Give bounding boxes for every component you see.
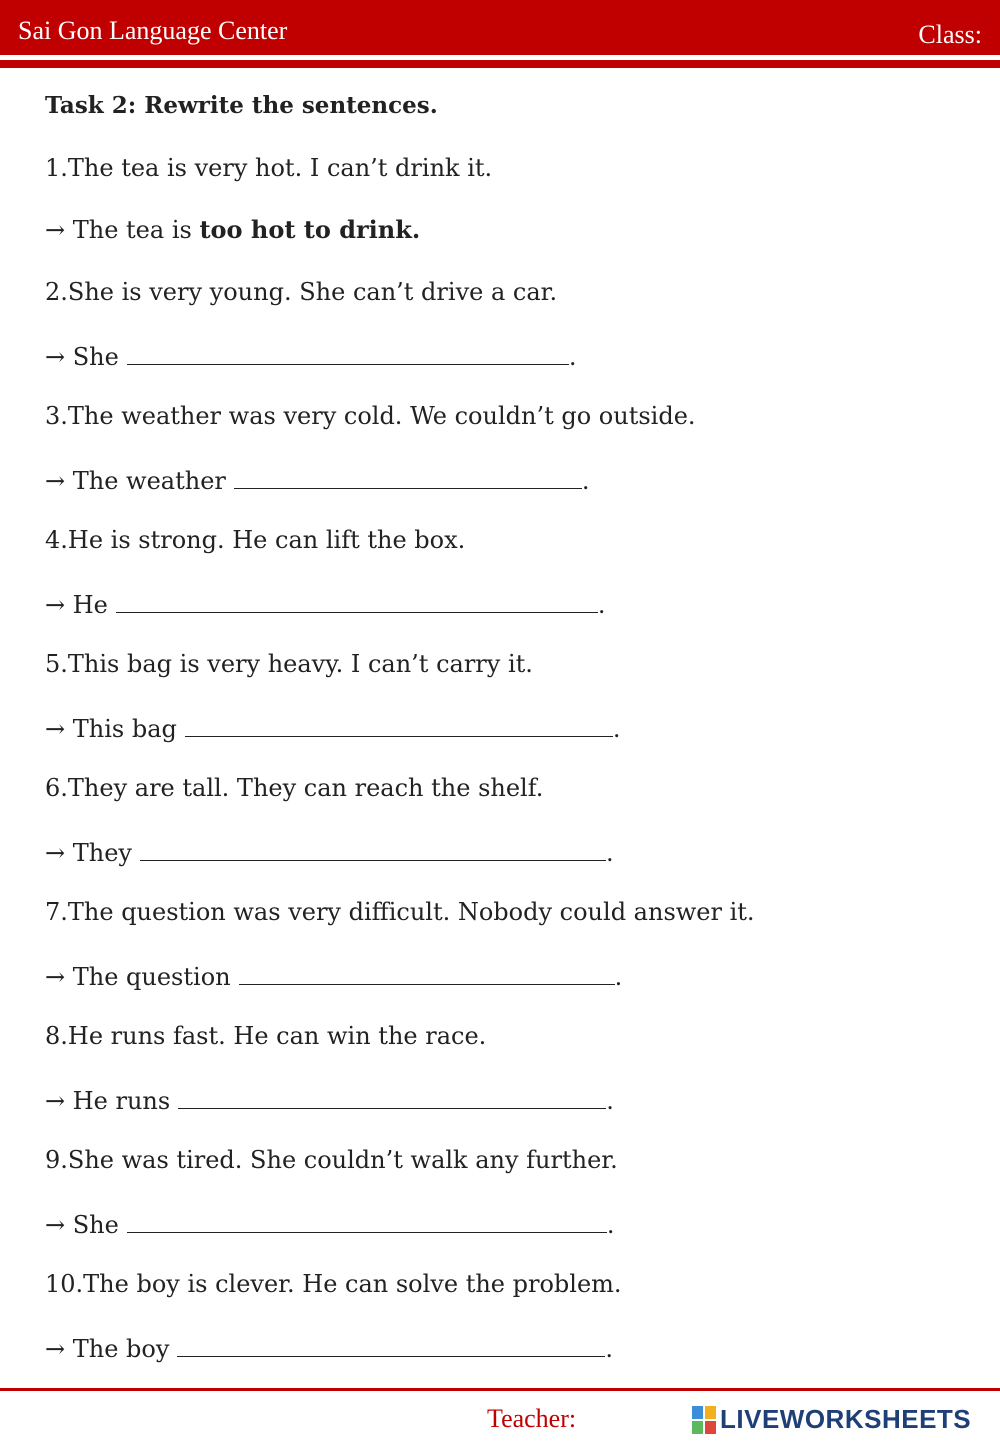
footer-divider (0, 1388, 1000, 1391)
center-name: Sai Gon Language Center (18, 16, 288, 45)
brand-logo-area (692, 1404, 971, 1435)
exercise-prompt: 1.The tea is very hot. I can’t drink it. (45, 154, 493, 182)
answer-prefix: → She (45, 1211, 119, 1239)
answer-blank-input[interactable] (178, 1082, 606, 1109)
exercise-answer: → The question . (45, 958, 965, 1020)
worksheet-content (45, 92, 965, 1392)
answer-blank-input[interactable] (185, 710, 613, 737)
exercise-answer: → She . (45, 338, 965, 400)
exercise-prompt: 5.This bag is very heavy. I can’t carry it. (45, 650, 533, 678)
page-header (0, 0, 1000, 55)
header-divider (0, 60, 1000, 68)
answer-prefix: → The question (45, 963, 231, 991)
exercise-answer: → This bag . (45, 710, 965, 772)
exercise-prompt: 6.They are tall. They can reach the shelf. (45, 774, 544, 802)
exercise-answer: → The weather . (45, 462, 965, 524)
exercise-answer (45, 214, 965, 276)
answer-blank-input[interactable] (177, 1330, 605, 1357)
exercise-prompt: 4.He is strong. He can lift the box. (45, 526, 466, 554)
exercise-prompt: 10.The boy is clever. He can solve the problem. (45, 1270, 622, 1298)
exercise-prompt: 9.She was tired. She couldn’t walk any further. (45, 1146, 618, 1174)
exercise-prompt: 3.The weather was very cold. We couldn’t go outside. (45, 402, 696, 430)
answer-prefix: → This bag (45, 715, 177, 743)
exercise-answer: → She . (45, 1206, 965, 1268)
teacher-label: Teacher: (487, 1404, 577, 1433)
brand-name: LIVEWORKSHEETS (720, 1404, 972, 1434)
answer-prefix: → She (45, 343, 119, 371)
answer-blank-input[interactable] (140, 834, 606, 861)
answer-example: too hot to drink. (199, 215, 421, 244)
exercise-list (45, 152, 965, 1392)
exercise-prompt: 2.She is very young. She can’t drive a car. (45, 278, 558, 306)
exercise-prompt: 7.The question was very difficult. Nobody could answer it. (45, 898, 755, 926)
answer-blank-input[interactable] (127, 338, 569, 365)
answer-blank-input[interactable] (127, 1206, 607, 1233)
answer-blank-input[interactable] (234, 462, 582, 489)
answer-prefix: → He (45, 591, 108, 619)
exercise-answer: → He . (45, 586, 965, 648)
exercise-answer: → The boy . (45, 1330, 965, 1392)
class-label: Class: (918, 20, 982, 49)
answer-prefix: → The tea is (45, 216, 200, 244)
exercise-answer: → They . (45, 834, 965, 896)
task-title: Task 2: Rewrite the sentences. (45, 92, 438, 119)
answer-prefix: → They (45, 839, 132, 867)
exercise-prompt: 8.He runs fast. He can win the race. (45, 1022, 487, 1050)
answer-blank-input[interactable] (239, 958, 615, 985)
answer-prefix: → The weather (45, 467, 226, 495)
exercise-answer: → He runs . (45, 1082, 965, 1144)
answer-blank-input[interactable] (116, 586, 598, 613)
answer-prefix: → The boy (45, 1335, 170, 1363)
liveworksheets-logo-icon (692, 1406, 716, 1434)
answer-prefix: → He runs (45, 1087, 171, 1115)
